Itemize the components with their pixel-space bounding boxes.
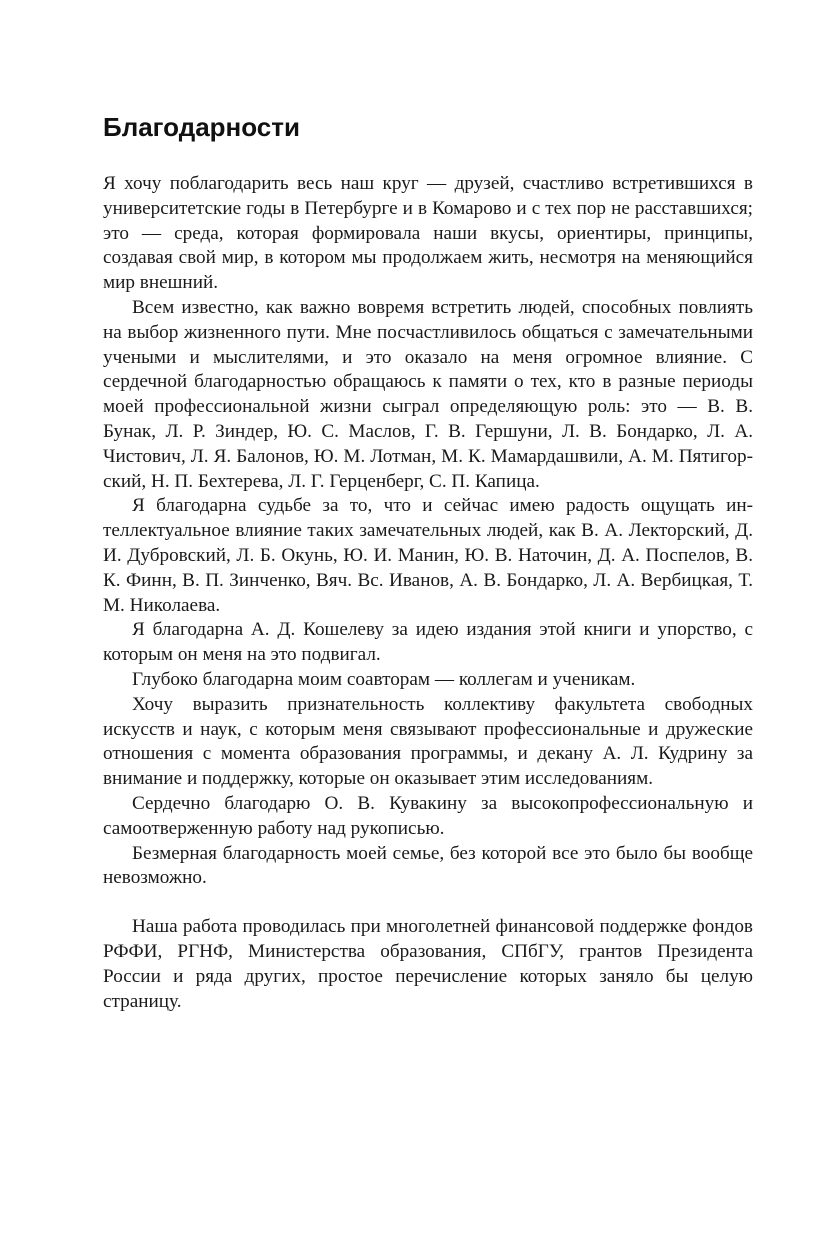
paragraph: Безмерная благодарность моей семье, без которой все это было бы вообще невозможно. bbox=[103, 842, 753, 889]
paragraph: Сердечно благодарю О. В. Кувакину за высокопрофессиональную и самоотверженную работу над рукописью. bbox=[103, 792, 753, 839]
paragraph: Всем известно, как важно вовремя встретить людей, способных повлиять на выбор жизненного пути. Мне посчастливилось общаться с замечательными учеными и мыслителями, и это оказало на меня огромное влияние. С сердечной благодарностью обращаюсь к памяти о тех, кто в разные периоды моей профессиональной жизни сыграл определяющую роль: это — В. В. Бунак, Л. Р. Зиндер, Ю. С. Маслов, Г. В. Гершуни, Л. В. Бондарко, Л. А. Чистович, Л. Я. Балонов, Ю. М. Лотман, М. К. Мамардашвили, А. М. Пятигорский, Н. П. Бехтерева, Л. Г. Герценберг, С. П. Капица. bbox=[103, 296, 753, 492]
paragraph: Я благодарна А. Д. Кошелеву за идею издания этой книги и упорство, с которым он меня на это подвигал. bbox=[103, 619, 753, 666]
paragraph: Я хочу поблагодарить весь наш круг — друзей, счастливо встретившихся в университетские годы в Петербурге и в Комарово и с тех пор не расставшихся; это — среда, которая формировала наши вкусы, ориентиры, принципы, создавая свой мир, в котором мы продолжаем жить, несмотря на меняющийся мир внешний. bbox=[103, 173, 753, 294]
paragraph: Я благодарна судьбе за то, что и сейчас имею радость ощущать интеллектуальное влияние таких замечательных людей, как В. А. Лекторский, Д. И. Дубровский, Л. Б. Окунь, Ю. И. Манин, Ю. В. Наточин, Д. А. Поспелов, В. К. Финн, В. П. Зинченко, Вяч. Вс. Иванов, А. В. Бондарко, Л. А. Вербицкая, Т. М. Николаева. bbox=[103, 495, 753, 616]
paragraph: Глубоко благодарна моим соавторам — коллегам и ученикам. bbox=[132, 668, 636, 690]
paragraph: Хочу выразить признательность коллективу факультета свободных искусств и наук, с которым меня связывают профессиональные и дружеские отношения с момента образования программы, и декану А. Л. Кудрину за внимание и поддержку, которые он оказывает этим исследованиям. bbox=[103, 693, 753, 790]
page-title: Благодарности bbox=[103, 112, 300, 142]
section-spacer bbox=[103, 891, 753, 915]
page bbox=[103, 110, 753, 1014]
funding-paragraph: Наша работа проводилась при многолетней финансовой поддержке фондов РФФИ, РГНФ, Министерства образования, СПбГУ, грантов Президента России и ряда других, простое перечисление которых заняло бы целую страницу. bbox=[103, 916, 753, 1012]
body-text bbox=[103, 172, 753, 1014]
